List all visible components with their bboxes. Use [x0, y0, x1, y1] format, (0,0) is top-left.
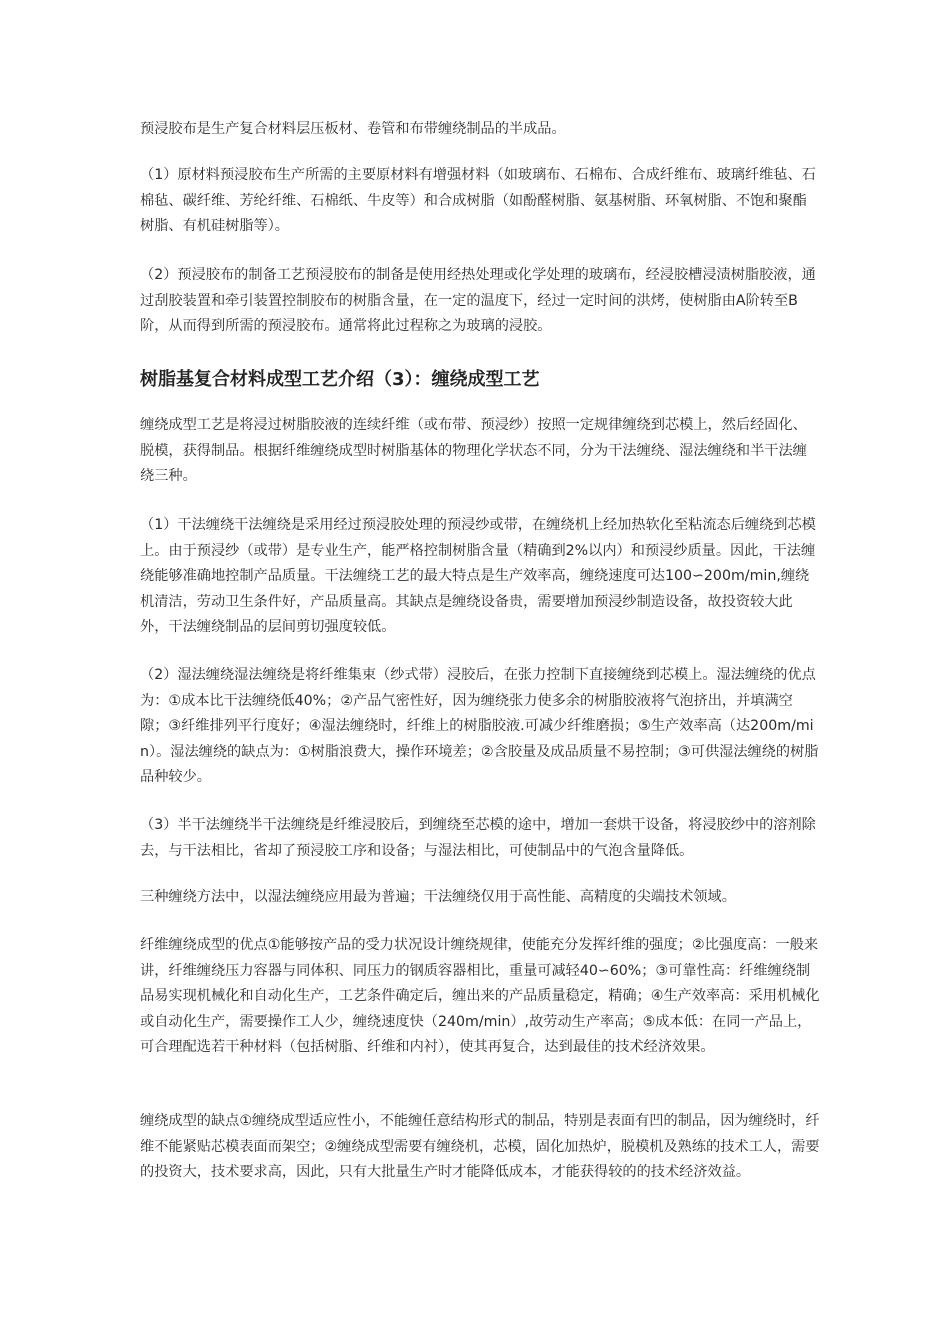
winding-intro-paragraph: 缠绕成型工艺是将浸过树脂胶液的连续纤维（或布带、预浸纱）按照一定规律缠绕到芯模上，然后经固化、脱模，获得制品。根据纤维缠绕成型时树脂基体的物理化学状态不同，分为干法缠绕、湿法缠绕和半干法缠绕三种。: [140, 417, 807, 484]
prepreg-process-paragraph: （2）预浸胶布的制备工艺预浸胶布的制备是使用经热处理或化学处理的玻璃布，经浸胶槽浸渍树脂胶液，通过刮胶装置和牵引装置控制胶布的树脂含量，在一定的温度下，经过一定时间的洪烤，使树脂由A阶转至B阶，从而得到所需的预浸胶布。通常将此过程称之为玻璃的浸胶。: [140, 267, 816, 334]
disadvantages-paragraph: 缠绕成型的缺点①缠绕成型适应性小，不能缠任意结构形式的制品，特别是表面有凹的制品，因为缠绕时，纤维不能紧贴芯模表面而架空；②缠绕成型需要有缠绕机，芯模，固化加热炉，脱模机及熟练的技术工人，需要的投资大，技术要求高，因此，只有大批量生产时才能降低成本，才能获得较的的技术经济效益。: [140, 1113, 820, 1180]
advantages-paragraph: 纤维缠绕成型的优点①能够按产品的受力状况设计缠绕规律，使能充分发挥纤维的强度；②比强度高：一般来讲，纤维缠绕压力容器与同体积、同压力的钢质容器相比，重量可减轻40∽60%；③可靠性高：纤维缠绕制品易实现机械化和自动化生产，工艺条件确定后，缠出来的产品质量稳定，精确；④生产效率高：采用机械化或自动化生产，需要操作工人少，缠绕速度快（240m/min）,故劳动生产率高；⑤成本低：在同一产品上，可合理配选若干种材料（包括树脂、纤维和内衬），使其再复合，达到最佳的技术经济效果。: [140, 937, 820, 1055]
dry-winding-paragraph: （1）干法缠绕干法缠绕是采用经过预浸胶处理的预浸纱或带，在缠绕机上经加热软化至粘流态后缠绕到芯模上。由于预浸纱（或带）是专业生产，能严格控制树脂含量（精确到2%以内）和预浸纱质量。因此，干法缠绕能够准确地控制产品质量。干法缠绕工艺的最大特点是生产效率高，缠绕速度可达100∽200m/min,缠绕机清洁，劳动卫生条件好，产品质量高。其缺点是缠绕设备贵，需要增加预浸纱制造设备，故投资较大此外，干法缠绕制品的层间剪切强度较低。: [140, 517, 816, 635]
wet-winding-paragraph: （2）湿法缠绕湿法缠绕是将纤维集束（纱式带）浸胶后，在张力控制下直接缠绕到芯模上。湿法缠绕的优点为：①成本比干法缠绕低40%；②产品气密性好，因为缠绕张力使多余的树脂胶液将气泡挤出，并填满空隙；③纤维排列平行度好；④湿法缠绕时，纤维上的树脂胶液.可减少纤维磨损；⑤生产效率高（达200m/min）。湿法缠绕的缺点为：①树脂浪费大，操作环境差；②含胶量及成品质量不易控制；③可供湿法缠绕的树脂品种较少。: [140, 667, 819, 785]
semi-dry-winding-paragraph: （3）半干法缠绕半干法缠绕是纤维浸胶后，到缠绕至芯模的途中，增加一套烘干设备，将浸胶纱中的溶剂除去，与干法相比，省却了预浸胶工序和设备；与湿法相比，可使制品中的气泡含量降低。: [140, 817, 816, 859]
comparison-paragraph: 三种缠绕方法中，以湿法缠绕应用最为普遍；干法缠绕仅用于高性能、高精度的尖端技术领域。: [140, 889, 736, 905]
section-heading: 树脂基复合材料成型工艺介绍（3）：缠绕成型工艺: [140, 369, 540, 390]
intro-paragraph: 预浸胶布是生产复合材料层压板材、卷管和布带缠绕制品的半成品。: [140, 121, 566, 137]
raw-materials-paragraph: （1）原材料预浸胶布生产所需的主要原材料有增强材料（如玻璃布、石棉布、合成纤维布、玻璃纤维毡、石棉毡、碳纤维、芳纶纤维、石棉纸、牛皮等）和合成树脂（如酚醛树脂、氨基树脂、环氧树脂、不饱和聚酯树脂、有机硅树脂等）。: [140, 167, 816, 234]
